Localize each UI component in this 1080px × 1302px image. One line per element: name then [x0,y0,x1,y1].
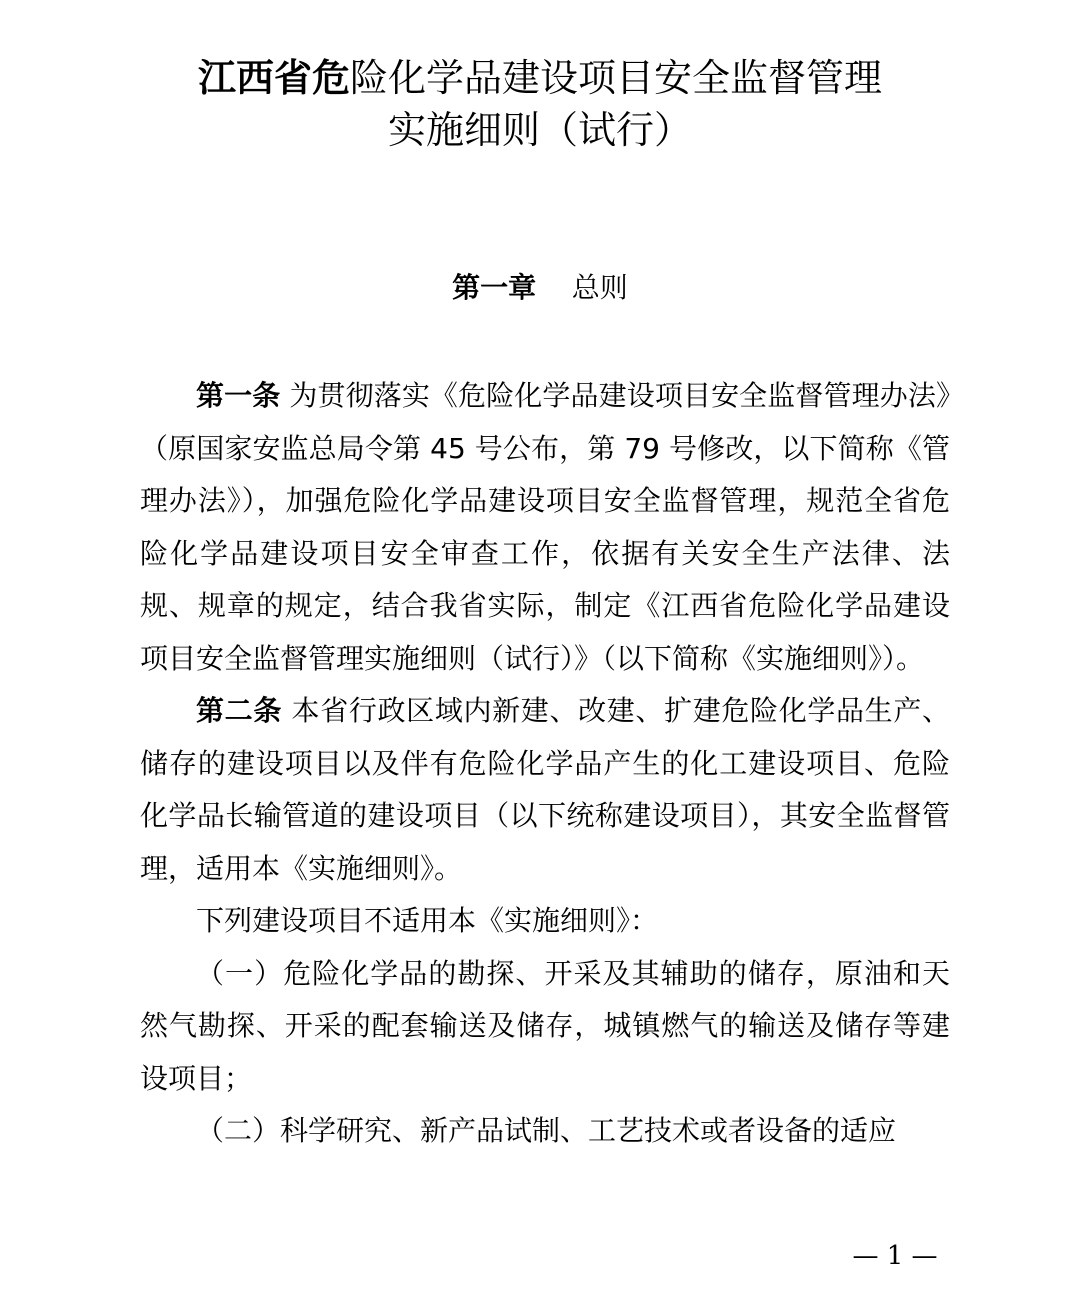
paragraph-exclusion-item-1: （一）危险化学品的勘探、开采及其辅助的储存，原油和天然气勘探、开采的配套输送及储存，城镇燃气的输送及储存等建设项目； [140,956,950,1095]
document-title-line-1 [0,52,1080,104]
article-1-text: 为贯彻落实《危险化学品建设项目安全监督管理办法》（原国家安监总局令第 45 号公布，第 79 号修改，以下简称《管理办法》），加强危险化学品建设项目安全监督管理，规范全省危险化学品建设项目安全审查工作，依据有关安全生产法律、法规、规章的规定，结合我省实际，制定《江西省危险化学品建设项目安全监督管理实施细则（试行）》（以下简称《实施细则》）。 [140,379,950,675]
article-1-label: 第一条 [196,379,281,412]
chapter-name: 总则 [571,271,628,304]
document-body [140,370,950,1158]
chapter-heading [0,268,1080,308]
article-2-label: 第二条 [196,694,282,727]
document-title-line-2: 实施细则（试行） [387,108,692,152]
article-2-text: 本省行政区域内新建、改建、扩建危险化学品生产、储存的建设项目以及伴有危险化学品产生的化工建设项目、危险化学品长输管道的建设项目（以下统称建设项目），其安全监督管理，适用本《实施细则》。 [140,694,950,885]
document-title-bold-part: 江西省危 [197,56,350,100]
article-2 [140,685,950,895]
page-number: — 1 — [852,1241,938,1271]
article-1 [140,370,950,685]
paragraph-exclusions-intro: 下列建设项目不适用本《实施细则》： [196,904,659,937]
document-title-rest: 险化学品建设项目安全监督管理 [350,56,883,100]
chapter-number: 第一章 [452,271,537,304]
paragraph-exclusion-item-2: （二）科学研究、新产品试制、工艺技术或者设备的适应 [196,1114,897,1147]
